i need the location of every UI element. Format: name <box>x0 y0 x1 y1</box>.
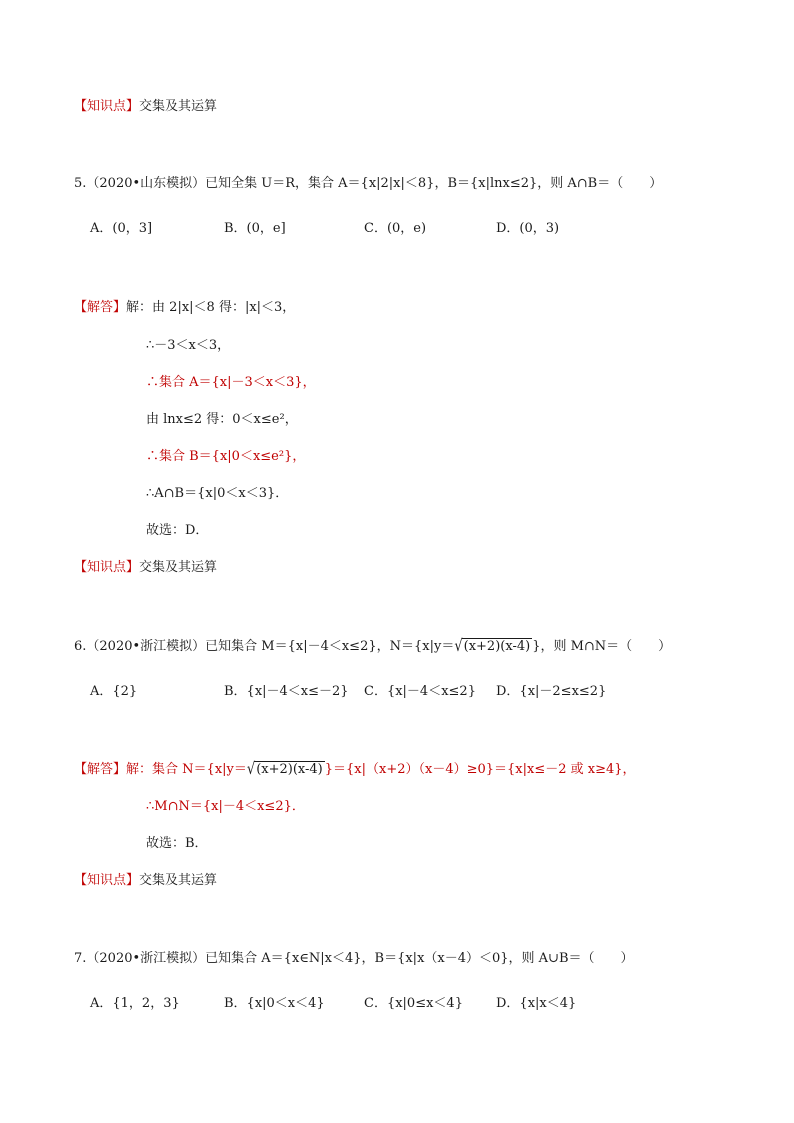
answer-label: 解答 <box>87 300 114 315</box>
knowledge-point-2: 【知识点】交集及其运算 <box>74 560 218 575</box>
q6-solution-1: 【解答】解：集合 N＝{x|y＝√(x+2)(x-4) }＝{x|（x+2）（x－4）≥0}＝{x|x≤－2 或 x≥4}， <box>74 760 636 780</box>
q5-option-b: B．(0，e] <box>224 221 286 236</box>
q5-option-a: A．(0，3] <box>90 221 153 236</box>
q5-solution-5: ∴集合 B＝{x|0＜x≤e²}， <box>146 449 306 464</box>
knowledge-point-value: 交集及其运算 <box>139 560 218 575</box>
knowledge-point-3: 【知识点】交集及其运算 <box>74 873 218 888</box>
q7-stem: 7.（2020•浙江模拟）已知集合 A＝{x∈N|x＜4}，B＝{x|x（x－4）＜0}，则 A∪B＝（ ） <box>74 951 634 966</box>
q5-option-c: C．(0，e) <box>364 221 427 236</box>
q5-stem: 5.（2020•山东模拟）已知全集 U＝R，集合 A＝{x|2|x|＜8}，B＝{x|lnx≤2}，则 A∩B＝（ ） <box>74 176 663 191</box>
q5-solution-2: ∴－3＜x＜3， <box>146 338 231 353</box>
q6-solution-3: 故选：B． <box>146 836 208 851</box>
sqrt-symbol: √ <box>246 760 256 779</box>
answer-label: 解答 <box>87 762 114 777</box>
knowledge-point-label: 知识点 <box>87 99 127 114</box>
q7-option-b: B．{x|0＜x＜4} <box>224 996 325 1011</box>
q5-solution-text-1: 解：由 2|x|＜8 得：|x|＜3， <box>126 300 296 315</box>
q5-solution-4: 由 lnx≤2 得：0＜x≤e²， <box>146 412 298 427</box>
q7-option-c: C．{x|0≤x＜4} <box>364 996 463 1011</box>
bracket-close: 】 <box>126 99 140 114</box>
q7-option-a: A．{1，2，3} <box>90 996 180 1011</box>
q5-solution-1: 【解答】解：由 2|x|＜8 得：|x|＜3， <box>74 300 296 315</box>
q5-solution-7: 故选：D． <box>146 523 209 538</box>
knowledge-point-1 <box>74 97 217 117</box>
q6-solution-radicand: (x+2)(x-4) <box>256 762 323 777</box>
q6-radicand: (x+2)(x-4) <box>463 639 531 654</box>
q7-option-d: D．{x|x＜4} <box>496 996 577 1011</box>
q6-stem: 6.（2020•浙江模拟）已知集合 M＝{x|－4＜x≤2}，N＝{x|y＝√(x+2)(x-4) }，则 M∩N＝（ ） <box>74 637 671 657</box>
q6-option-a: A．{2} <box>90 684 138 699</box>
knowledge-point-value: 交集及其运算 <box>139 99 218 114</box>
q5-solution-3: ∴集合 A＝{x|－3＜x＜3}， <box>146 375 316 390</box>
q6-option-d: D．{x|－2≤x≤2} <box>496 684 607 699</box>
knowledge-point-label: 知识点 <box>87 873 127 888</box>
bracket-open: 【 <box>74 99 88 114</box>
knowledge-point-label: 知识点 <box>87 560 127 575</box>
q6-option-b: B．{x|－4＜x≤－2} <box>224 684 349 699</box>
knowledge-point-value: 交集及其运算 <box>139 873 218 888</box>
q6-solution-2: ∴M∩N＝{x|－4＜x≤2}． <box>146 799 305 814</box>
q6-option-c: C．{x|－4＜x≤2} <box>364 684 476 699</box>
q5-solution-6: ∴A∩B＝{x|0＜x＜3}． <box>146 486 289 501</box>
sqrt-symbol: √ <box>454 637 463 656</box>
q5-option-d: D．(0，3) <box>496 221 560 236</box>
